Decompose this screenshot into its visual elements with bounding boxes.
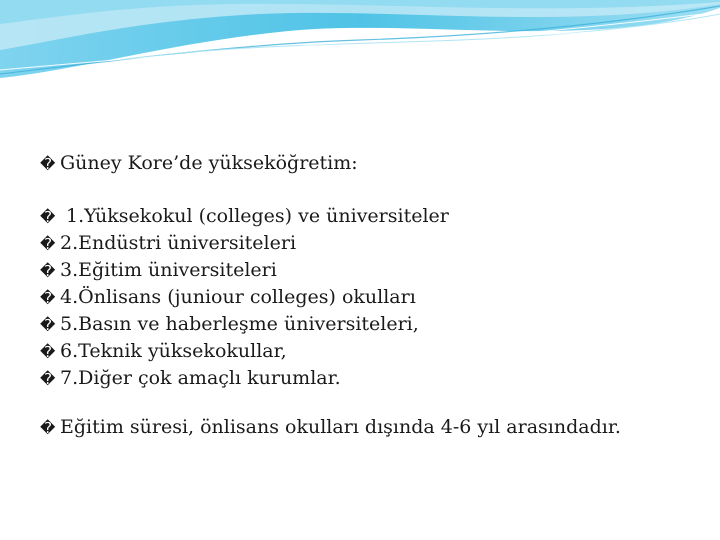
list-item-text: 5.Basın ve haberleşme üniversiteleri,: [60, 313, 419, 335]
list-item-text: 4.Önlisans (juniour colleges) okulları: [60, 286, 416, 308]
bullet-icon: �: [40, 208, 56, 226]
list-item: [40, 230, 700, 257]
bullet-icon: �: [40, 262, 56, 280]
header-wave-decoration: [0, 0, 720, 90]
list-item: [40, 365, 700, 392]
bullet-icon: �: [40, 343, 56, 361]
duration-note-text: Eğitim süresi, önlisans okulları dışında 4-6 yıl arasındadır.: [60, 416, 621, 438]
list-item-text: 7.Diğer çok amaçlı kurumlar.: [60, 367, 341, 389]
slide-content: [40, 150, 700, 441]
list-item-text: 1.Yüksekokul (colleges) ve üniversiteler: [60, 205, 449, 227]
list-item: [40, 257, 700, 284]
bullet-icon: �: [40, 289, 56, 307]
bullet-icon: �: [40, 370, 56, 388]
list-item-text: 3.Eğitim üniversiteleri: [60, 259, 277, 281]
list-item: [40, 203, 700, 230]
institution-list: [40, 203, 700, 392]
list-item: [40, 311, 700, 338]
bullet-icon: �: [40, 155, 56, 173]
list-item: [40, 284, 700, 311]
duration-note: [40, 414, 700, 441]
bullet-icon: �: [40, 235, 56, 253]
bullet-icon: �: [40, 316, 56, 334]
list-item: [40, 338, 700, 365]
heading-text: Güney Kore’de yükseköğretim:: [60, 152, 358, 174]
bullet-icon: �: [40, 419, 56, 437]
list-item-text: 2.Endüstri üniversiteleri: [60, 232, 297, 254]
slide-heading: [40, 150, 700, 177]
list-item-text: 6.Teknik yüksekokullar,: [60, 340, 287, 362]
